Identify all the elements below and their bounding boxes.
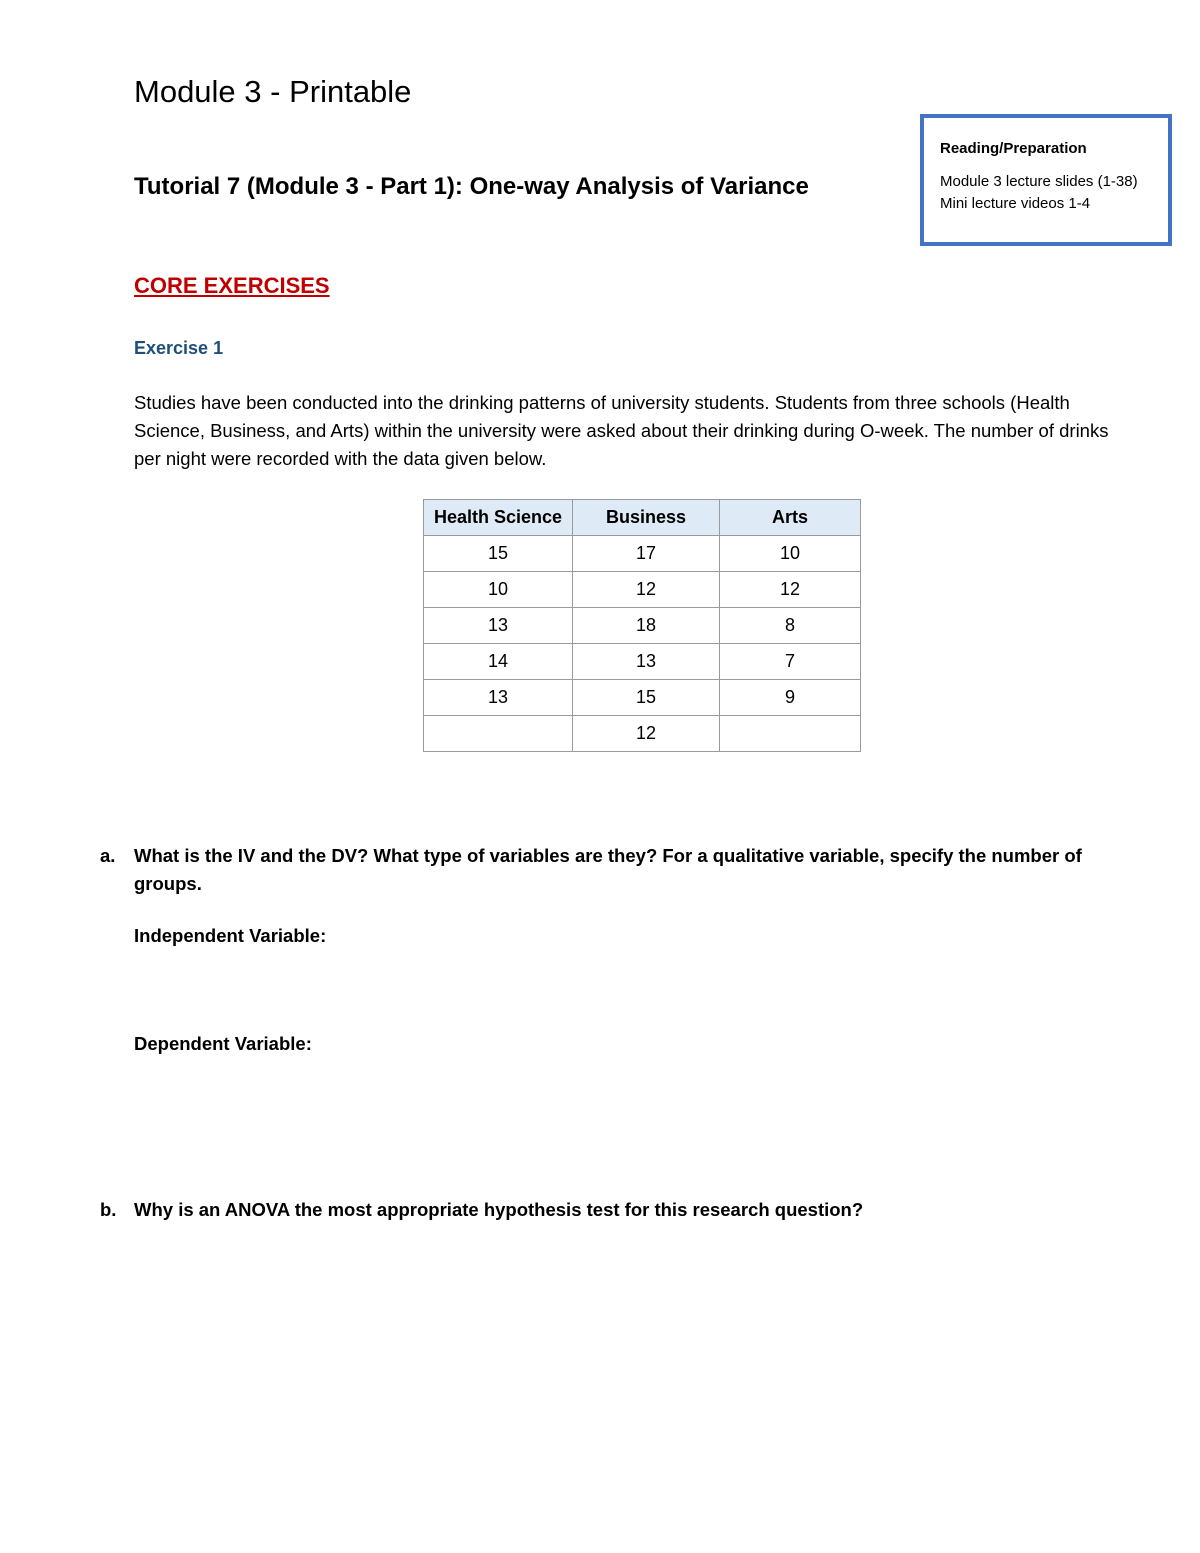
preparation-item-videos: Mini lecture videos 1-4 — [940, 195, 1091, 212]
preparation-heading: Reading/Preparation — [940, 140, 1087, 157]
exercise-intro: Studies have been conducted into the drinking patterns of university students. Students from three schools (Health Science, Business, and Arts) within the university were asked about their drinking during O-week. The number of drinks per night were recorded with the data given below. — [134, 392, 1109, 469]
table-row — [424, 536, 861, 572]
question-a-text: What is the IV and the DV? What type of variables are they? For a qualitative variable, specify the number of groups. — [134, 845, 1082, 894]
table-cell: 18 — [573, 608, 720, 644]
header-arts: Arts — [720, 500, 861, 536]
document-title: Module 3 - Printable — [134, 74, 412, 109]
table-cell: 15 — [424, 536, 573, 572]
header-health-science: Health Science — [424, 500, 573, 536]
table-cell — [720, 716, 861, 752]
table-cell: 10 — [424, 572, 573, 608]
preparation-item-slides: Module 3 lecture slides (1-38) — [940, 173, 1138, 190]
reading-preparation-box — [920, 114, 1172, 246]
table-cell: 14 — [424, 644, 573, 680]
table-cell: 13 — [573, 644, 720, 680]
table-cell: 13 — [424, 608, 573, 644]
table-row — [424, 680, 861, 716]
table-cell: 15 — [573, 680, 720, 716]
question-a — [100, 842, 1130, 898]
tutorial-title: Tutorial 7 (Module 3 - Part 1): One-way Analysis of Variance — [134, 173, 809, 200]
table-cell: 7 — [720, 644, 861, 680]
table-cell: 12 — [573, 572, 720, 608]
table-cell: 9 — [720, 680, 861, 716]
header-business: Business — [573, 500, 720, 536]
table-cell: 12 — [573, 716, 720, 752]
table-cell: 8 — [720, 608, 861, 644]
table-row — [424, 608, 861, 644]
table-row — [424, 572, 861, 608]
exercise-heading: Exercise 1 — [134, 338, 224, 358]
drinks-data-table — [423, 499, 861, 752]
question-b-marker: b. — [100, 1199, 117, 1220]
dependent-variable-label: Dependent Variable: — [134, 1033, 312, 1054]
table-row — [424, 716, 861, 752]
core-exercises-heading: CORE EXERCISES — [134, 273, 330, 298]
table-row — [424, 644, 861, 680]
question-b — [100, 1196, 1130, 1224]
table-cell — [424, 716, 573, 752]
independent-variable-label: Independent Variable: — [134, 925, 327, 946]
table-cell: 10 — [720, 536, 861, 572]
question-b-text: Why is an ANOVA the most appropriate hypothesis test for this research question? — [134, 1199, 864, 1220]
table-cell: 12 — [720, 572, 861, 608]
table-cell: 13 — [424, 680, 573, 716]
table-cell: 17 — [573, 536, 720, 572]
table-header-row — [424, 500, 861, 536]
question-a-marker: a. — [100, 845, 116, 866]
